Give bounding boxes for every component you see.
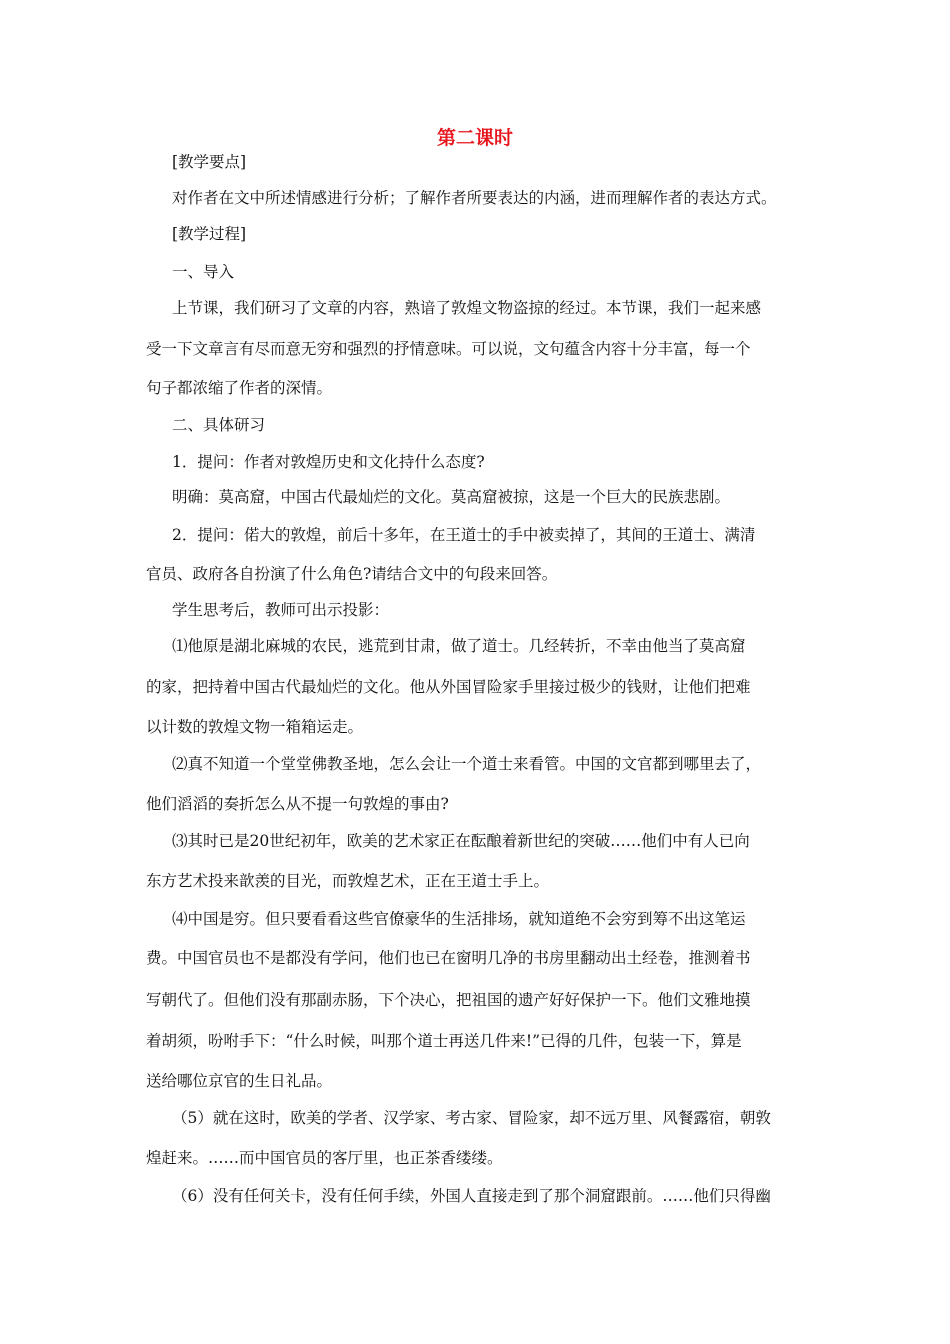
item-2-line: ⑵真不知道一个堂堂佛教圣地，怎么会让一个道士来看管。中国的文官都到哪里去了，	[172, 755, 762, 773]
question-2: 2．提问：偌大的敦煌，前后十多年，在王道士的手中被卖掉了，其间的王道士、满清	[172, 526, 756, 544]
paragraph-line: 官员、政府各自扮演了什么角色?请结合文中的句段来回答。	[146, 565, 558, 583]
paragraph-line: 上节课，我们研习了文章的内容，熟谙了敦煌文物盗掠的经过。本节课，我们一起来感	[172, 299, 762, 317]
paragraph-line: 学生思考后，教师可出示投影：	[172, 601, 390, 619]
item-4-line: 着胡须，吩咐手下：“什么时候，叫那个道士再送几件来!”已得的几件，包装一下，算是	[146, 1032, 742, 1050]
item-4-line: 送给哪位京官的生日礼品。	[146, 1072, 333, 1090]
item-5-line: （5）就在这时，欧美的学者、汉学家、考古家、冒险家，却不远万里、风餐露宿，朝敦	[172, 1109, 771, 1127]
item-6-line: （6）没有任何关卡，没有任何手续，外国人直接走到了那个洞窟跟前。……他们只得幽	[172, 1187, 771, 1205]
section-heading-intro: 一、导入	[172, 263, 235, 281]
item-2-line: 他们滔滔的奏折怎么从不提一句敦煌的事由?	[146, 795, 449, 813]
item-1-line: 以计数的敦煌文物一箱箱运走。	[146, 718, 364, 736]
item-4-line: 费。中国官员也不是都没有学问，他们也已在窗明几净的书房里翻动出土经卷，推测着书	[146, 949, 751, 967]
paragraph-line: 对作者在文中所述情感进行分析；了解作者所要表达的内涵，进而理解作者的表达方式。	[172, 189, 777, 207]
paragraph-line: 受一下文章言有尽而意无穷和强烈的抒情意味。可以说，文句蕴含内容十分丰富，每一个	[146, 340, 751, 358]
item-1-line: ⑴他原是湖北麻城的农民，逃荒到甘肃，做了道士。几经转折，不幸由他当了莫高窟	[172, 637, 746, 655]
item-5-line: 煌赶来。……而中国官员的客厅里，也正茶香缕缕。	[146, 1149, 503, 1167]
section-heading-teaching-points: [教学要点]	[172, 153, 247, 171]
answer-1: 明确：莫高窟，中国古代最灿烂的文化。莫高窟被掠，这是一个巨大的民族悲剧。	[172, 488, 731, 506]
item-3-line: ⑶其时已是20世纪初年，欧美的艺术家正在酝酿着新世纪的突破……他们中有人已向	[172, 832, 750, 850]
item-4-line: ⑷中国是穷。但只要看看这些官僚豪华的生活排场，就知道绝不会穷到筹不出这笔运	[172, 910, 746, 928]
item-4-line: 写朝代了。但他们没有那副赤肠，下个决心，把祖国的遗产好好保护一下。他们文雅地摸	[146, 991, 751, 1009]
item-3-line: 东方艺术投来歆羡的目光，而敦煌艺术，正在王道士手上。	[146, 872, 550, 890]
page-title: 第二课时	[436, 127, 513, 149]
paragraph-line: 句子都浓缩了作者的深情。	[146, 379, 333, 397]
section-heading-teaching-process: [教学过程]	[172, 225, 247, 243]
question-1: 1．提问：作者对敦煌历史和文化持什么态度?	[172, 453, 485, 471]
item-1-line: 的家，把持着中国古代最灿烂的文化。他从外国冒险家手里接过极少的钱财，让他们把难	[146, 678, 751, 696]
section-heading-study: 二、具体研习	[172, 416, 266, 434]
